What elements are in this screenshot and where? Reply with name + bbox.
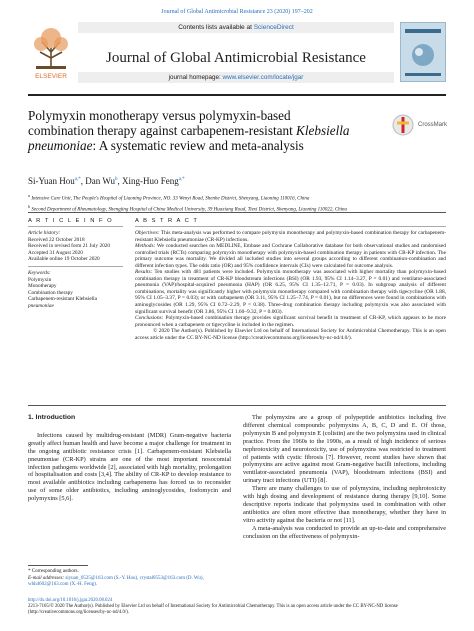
doi-link[interactable]: http://dx.doi.org/10.1016/j.jgar.2020.08.024 xyxy=(28,598,113,603)
history-label: Article history: xyxy=(28,230,61,236)
objectives-label: Objectives: xyxy=(135,230,160,236)
keyword-item: pneumoniae xyxy=(28,302,54,309)
affiliation-text: Intensive Care Unit, The People's Hospital of Liaoning Province, NO. 33 Wenyi Road, Shenhe District, Shenyang, Liaoning 110016, China xyxy=(31,196,310,202)
abstract-divider xyxy=(28,405,446,406)
conclusions-text: Polymyxin-based combination therapy provides significant survival benefit in treatment of CR-KP, which appears to be more pronounced when a carbapenem or tigecycline is included in the regimen. xyxy=(135,315,446,328)
results-label: Results: xyxy=(135,269,153,276)
abstract-rule xyxy=(135,226,446,227)
keywords-label: Keywords: xyxy=(28,269,51,276)
footnote xyxy=(28,569,231,589)
body-paragraph: A meta-analysis was conducted to provide an up-to-date and comprehensive conclusion on the effectiveness of polymyxin- xyxy=(243,524,446,540)
emails-label: E-mail addresses: xyxy=(28,575,66,581)
affiliation-text: Second Department of Rheumatology, Shengjing Hospital of China Medical University, 39 Huaxiang Road, Tiexi District, Shenyang, Liaoning 110022, China xyxy=(31,207,348,213)
publisher-logo-text: ELSEVIER xyxy=(35,73,67,80)
body-left-column xyxy=(28,414,231,503)
keyword-item: Polymyxin xyxy=(28,276,52,283)
objectives-text: This meta-analysis was performed to compare polymyxin monotherapy and polymyxin-based combination therapy for carbapenem-resistant Klebsiella pneumoniae (CR-KP) infections. xyxy=(135,230,446,243)
methods-text: We conducted searches on MEDLINE, Embase and Cochrane Collaborative database for both observational studies and randomised controlled trials (RCTs) comparing polymyxin monotherapy with polymyxin-based combination therapy in patients with CR-KP infection. The primary outcome was mortality. We divided all included studies into several groups according to different combination-combination and different infection types. The odds ratio (OR) and 95% confidence intervals (CIs) were calculated for outcome analysis. xyxy=(135,243,446,269)
history-item: Received in revised form 21 July 2020 xyxy=(28,243,111,250)
homepage-prefix: journal homepage: xyxy=(168,74,223,81)
title-part-1: Polymyxin monotherapy versus polymyxin-based combination therapy against carbapenem-resistant xyxy=(28,108,297,138)
footnote-emails xyxy=(28,576,231,589)
body-paragraph: Infections caused by multidrug-resistant (MDR) Gram-negative bacteria greatly affect human health and have become a major challenge for treatment in the ongoing antibiotic resistance crisis [1]. Carbapenem-resistant Klebsiella pneumoniae (CR-KP) strains are one of the most important nosocomial infection pathogens worldwide [2], associated with high mortality, prolongation of hospitalisation and costs [3,4]. The ability of CR-KP to develop resistance to most available antibiotics including carbapenems has forced us to reconsider use of some older antibiotics, including aminoglycosides, fosfomycin and polymyxins [5,6]. xyxy=(28,431,231,503)
body-paragraph: There are many challenges to use of polymyxins, including nephrotoxicity with high dosing and development of resistance during therapy [9,10]. Some descriptive reports indicate that polymyxins used in combination with other antibiotics are often more effective than monotherapy, whether they have in vitro activity against the bacteria or not [11]. xyxy=(243,485,446,524)
keyword-item: Combination therapy xyxy=(28,289,73,296)
affiliation-item xyxy=(28,192,448,203)
abstract-methods xyxy=(135,243,446,269)
affiliation-sup: a xyxy=(28,193,31,198)
front-matter-divider xyxy=(28,212,446,213)
abstract-heading: A B S T R A C T xyxy=(135,218,199,224)
contents-prefix: Contents lists available at xyxy=(178,24,254,31)
article-info-rule xyxy=(28,226,123,227)
crossmark-badge[interactable] xyxy=(392,114,452,144)
abstract-results xyxy=(135,269,446,315)
journal-title: Journal of Global Antimicrobial Resistance xyxy=(106,50,366,66)
title-part-2: : A systematic review and meta-analysis xyxy=(92,138,304,153)
keywords-rule xyxy=(28,266,123,267)
history-item: Available online 19 October 2020 xyxy=(28,256,100,263)
author-sup[interactable]: b xyxy=(114,177,118,182)
abstract-conclusions xyxy=(135,315,446,328)
article-info-panel xyxy=(28,218,123,310)
homepage-link[interactable]: www.elsevier.com/locate/jgar xyxy=(222,74,304,81)
journal-cover-thumbnail xyxy=(400,22,446,82)
keyword-item: Carbapenem-resistant Klebsiella xyxy=(28,296,97,303)
footnote-rule xyxy=(28,565,88,566)
article-title xyxy=(28,108,358,153)
affiliations xyxy=(28,192,448,213)
section-heading-introduction: 1. Introduction xyxy=(28,414,76,421)
abstract-copyright: © 2020 The Author(s). Published by Elsevier Ltd on behalf of International Society for Antimicrobial Chemotherapy. This is an open access article under the CC BY-NC-ND license (http://creativecommons.org/licenses/by-nc-nd/4.0/). xyxy=(135,328,446,341)
conclusions-label: Conclusions: xyxy=(135,315,164,322)
affiliation-sup: b xyxy=(28,203,31,209)
author-sup[interactable]: a,* xyxy=(178,177,185,182)
author-list: Si-Yuan Hou$^{a,*}$, Dan Wu$^b$, Xing-Huo Feng$^{a,*}$ xyxy=(28,176,185,186)
header-divider xyxy=(28,94,446,96)
elsevier-tree-logo xyxy=(28,22,74,82)
journal-header xyxy=(28,22,446,88)
author-name: Si-Yuan Hou xyxy=(28,176,75,186)
article-info-heading: A R T I C L E I N F O xyxy=(28,218,114,224)
body-right-column xyxy=(243,414,446,541)
abstract-objectives xyxy=(135,230,446,243)
author-sup[interactable]: a,* xyxy=(74,177,81,182)
license-text: 2213-7165/© 2020 The Author(s). Published by Elsevier Ltd on behalf of International Society for Antimicrobial Chemotherapy. This is an open access article under the CC BY-NC-ND license (http://creativecommons.org/licenses/by-nc-nd/4.0/). xyxy=(28,604,398,615)
results-text: Ten studies with 481 patients were included. Polymyxin monotherapy was associated with higher mortality than polymyxin-based combination therapy in treatment of CR-KP bloodstream infections (BSI) (OR 1.93, 95% CI 1.14–3.27, P = 0.01) and ventilator-associated pneumonia (VAP)/hospital-acquired pneumonia (HAP) (OR 6.25, 95% CI 1.35–12.71, P = 0.03). In subgroup analysis of different combinations, mortality was significantly higher with polymyxin monotherapy compared with combination therapy with tigecycline (OR 1.88, 95% CI 1.05–3.37, P = 0.03); or with carbapenem (OR 3.11, 95% CI 1.25–7.74, P = 0.01), but no differences were found in combinations with aminoglycosides (OR 1.29, 95% CI 0.72–2.29, P = 0.38). Three-drug combination therapy including polymyxin was also associated with significant survival benefit (OR 3.86, 95% CI 1.60–9.32, P = 0.003). xyxy=(135,269,446,315)
journal-cover-art xyxy=(401,23,445,81)
homepage-bar xyxy=(78,72,394,83)
email-links[interactable]: siyuan_0525@163.com (S.-Y. Hou), crystal0553@163.com (D. Wu), whh4602@163.com (X.-H. Feng). xyxy=(28,575,204,587)
author-name: Xing-Huo Feng xyxy=(121,176,179,186)
doi-block xyxy=(28,598,446,616)
contents-bar xyxy=(78,22,394,33)
history-item: Accepted 31 August 2020 xyxy=(28,249,83,256)
journal-citation[interactable]: Journal of Global Antimicrobial Resistance 23 (2020) 197–202 xyxy=(161,9,313,15)
sciencedirect-link[interactable]: ScienceDirect xyxy=(253,24,294,31)
abstract-panel xyxy=(135,218,446,341)
methods-label: Methods: xyxy=(135,243,156,250)
keyword-item: Monotherapy xyxy=(28,283,57,290)
footnote-marker: * Corresponding authors. xyxy=(28,569,79,574)
history-item: Received 22 October 2018 xyxy=(28,236,85,243)
crossmark-label: CrossMark xyxy=(418,122,448,128)
body-paragraph: The polymyxins are a group of polypeptide antibiotics including five different chemical compounds: polymyxins A, B, C, D and E. Of those, polymyxin B and polymyxin E (colistin) are the two polymyxins used in clinical practice. From the 1960s to the 1990s, as a result of high incidence of serious nephrotoxicity and neurotoxicity, use of polymyxins was restricted to treatment of patients with cystic fibrosis [7]. However, recent studies have shown that polymyxins are active against most Gram-negative bacilli infections, including ventilator-associated pneumonia (VAP), bloodstream infections (BSI) and urinary tract infections (UTI) [8]. xyxy=(243,414,446,485)
crossmark-icon xyxy=(392,114,414,136)
author-name: Dan Wu xyxy=(85,176,115,186)
title-italic: Klebsiella pneumoniae xyxy=(28,123,350,153)
